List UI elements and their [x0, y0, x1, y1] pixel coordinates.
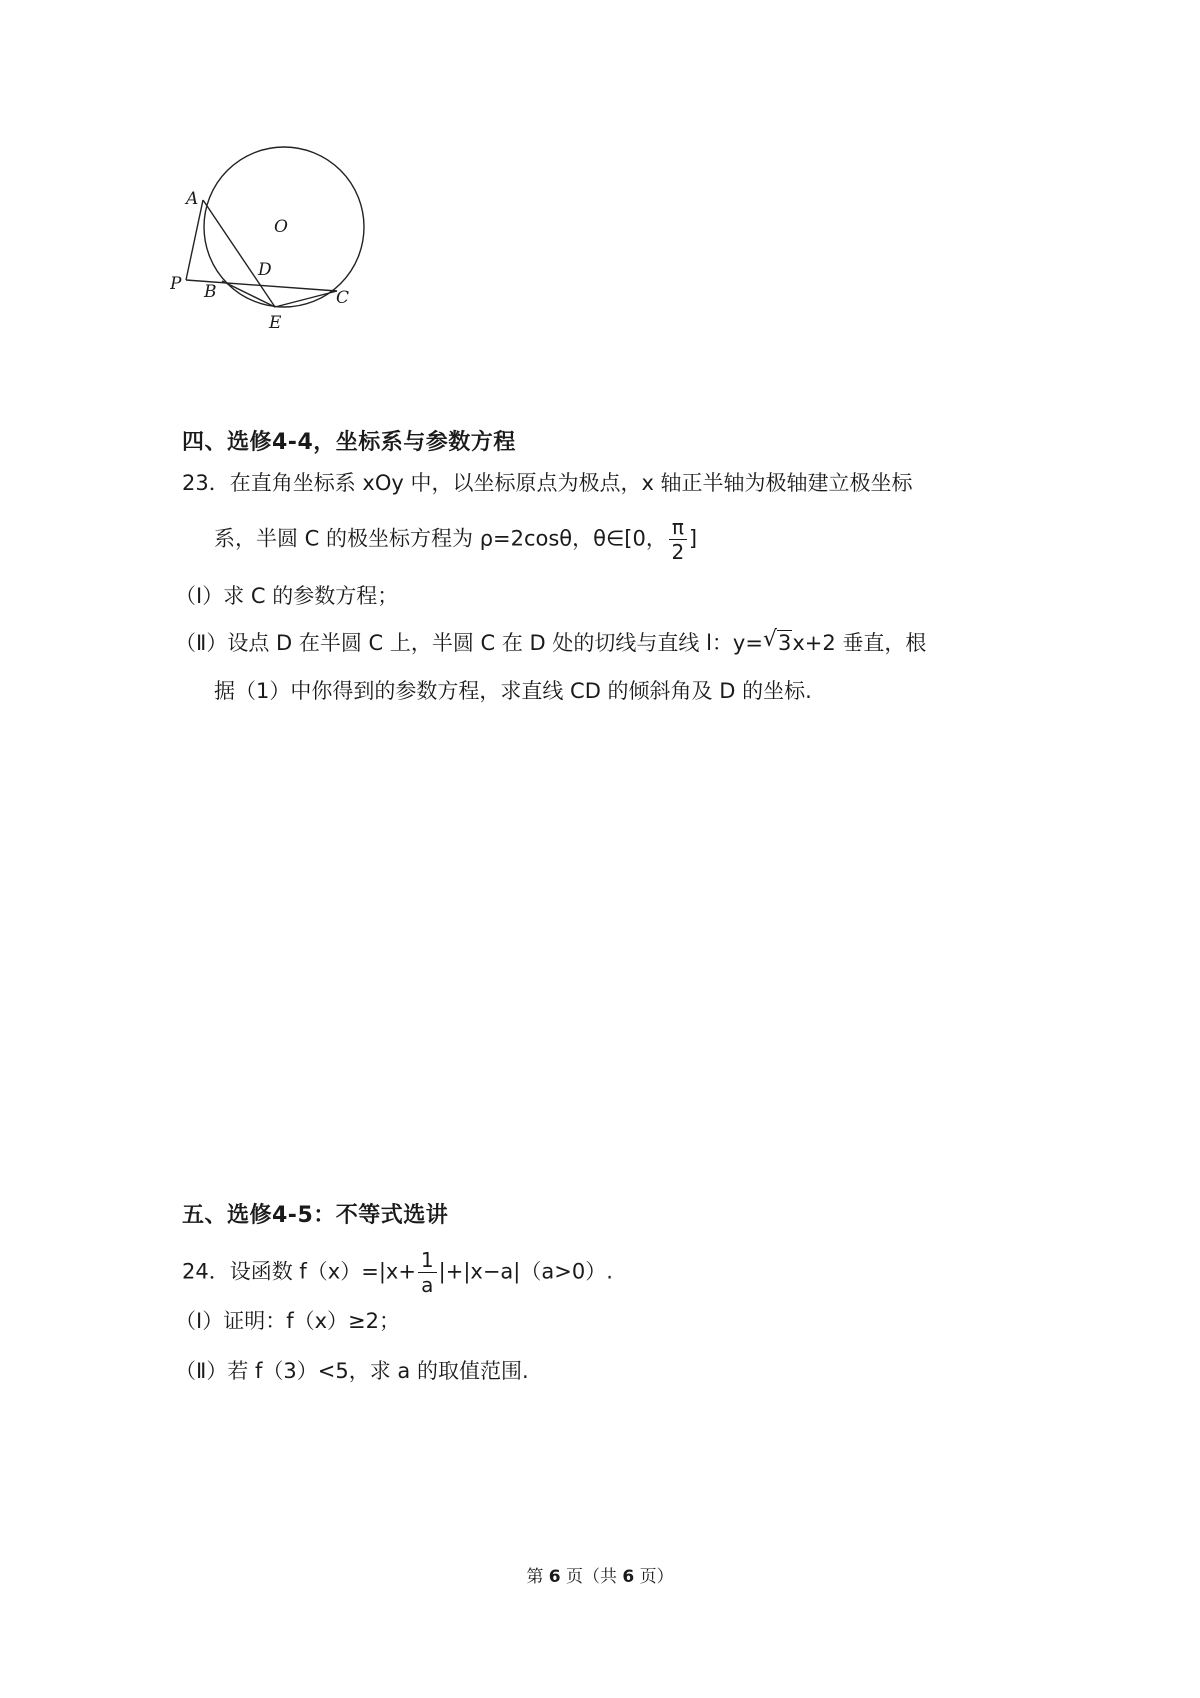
- q23-part2-tail: x+2 垂直，根: [792, 631, 927, 655]
- pi-over-2-fraction: [669, 517, 687, 562]
- q24-line1-text: 24．设函数 f（x）=|x+: [182, 1259, 416, 1284]
- one-over-a-fraction: [418, 1250, 437, 1295]
- label-o: O: [274, 217, 288, 237]
- q24-line1: [182, 1250, 613, 1295]
- label-e: E: [269, 313, 282, 333]
- radical-sign-icon: √: [762, 627, 777, 652]
- fraction-denominator: 2: [671, 540, 685, 564]
- page-footer: [0, 1562, 1200, 1587]
- sqrt-radicand: 3: [777, 631, 792, 655]
- q23-line2: [214, 517, 697, 562]
- fraction-numerator: π: [669, 517, 687, 540]
- fraction-denominator: a: [421, 1273, 434, 1297]
- q23-part1: （Ⅰ）求 C 的参数方程；: [175, 584, 399, 608]
- q24-part1: （Ⅰ）证明：f（x）≥2；: [175, 1309, 400, 1333]
- q23-line2-text: 系，半圆 C 的极坐标方程为 ρ=2cosθ，θ∈[0，: [214, 526, 667, 551]
- footer-page-number: 6: [548, 1567, 561, 1587]
- label-p: P: [170, 274, 182, 294]
- q23-line2-close: ]: [688, 526, 698, 551]
- section-5-title: 五、选修4-5：不等式选讲: [182, 1203, 449, 1228]
- footer-total-pages: 6: [622, 1567, 635, 1587]
- q23-part2-line2: 据（1）中你得到的参数方程，求直线 CD 的倾斜角及 D 的坐标.: [214, 679, 812, 703]
- sqrt-3: [763, 627, 792, 659]
- segment-pa: [186, 200, 203, 280]
- q24-line1-tail: |+|x−a|（a>0）.: [438, 1259, 613, 1284]
- geometry-figure: [170, 140, 400, 350]
- q23-part2-text: （Ⅱ）设点 D 在半圆 C 上，半圆 C 在 D 处的切线与直线 l：y=: [175, 631, 763, 655]
- label-c: C: [336, 288, 350, 308]
- section-4-title: 四、选修4-4，坐标系与参数方程: [182, 430, 516, 455]
- label-d: D: [258, 260, 272, 280]
- footer-pre: 第: [526, 1567, 544, 1587]
- q23-part2: [175, 627, 926, 659]
- q23-line1: 23．在直角坐标系 xOy 中，以坐标原点为极点，x 轴正半轴为极轴建立极坐标: [182, 471, 913, 495]
- footer-mid: 页（共: [566, 1567, 617, 1587]
- label-b: B: [204, 282, 217, 302]
- q24-part2: （Ⅱ）若 f（3）<5，求 a 的取值范围.: [175, 1359, 529, 1383]
- fraction-numerator: 1: [418, 1250, 437, 1273]
- footer-post: 页）: [639, 1567, 674, 1587]
- label-a: A: [186, 189, 199, 209]
